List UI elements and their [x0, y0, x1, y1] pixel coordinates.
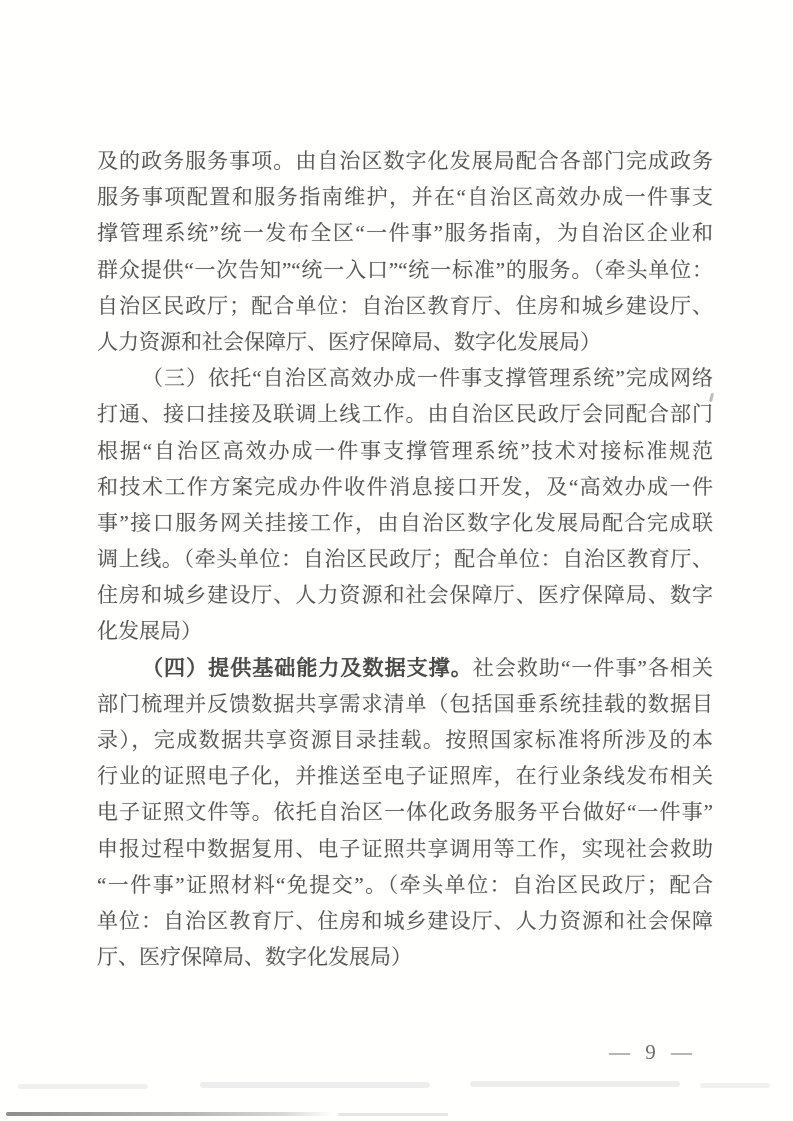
scan-artifact-streak	[470, 1081, 680, 1087]
document-body	[97, 143, 713, 975]
text-segment: 录），完成数据共享资源目录挂载。按照国家标准将所涉及的本	[97, 728, 713, 752]
paragraph-item-three	[97, 360, 713, 650]
text-segment: 和技术工作方案完成办件收件消息接口开发，及“高效办成一件	[97, 474, 713, 499]
text-line	[97, 903, 713, 939]
page-number: — 9 —	[609, 1040, 697, 1064]
scan-artifact-streak	[200, 1082, 430, 1088]
text-segment: 事”接口服务网关挂接工作，由自治区数字化发展局配合完成联	[97, 510, 713, 535]
text-segment: 服务事项配置和服务指南维护，并在“自治区高效办成一件事支	[97, 185, 713, 210]
text-segment: 行业的证照电子化，并推送至电子证照库，在行业条线发布相关	[97, 764, 713, 789]
text-line	[97, 939, 713, 975]
text-segment: 群众提供“一次告知”“统一入口”“统一标准”的服务。（牵头单位：	[97, 257, 713, 282]
text-line	[97, 469, 713, 505]
text-segment: 化发展局）	[97, 619, 202, 644]
text-line	[97, 831, 713, 867]
text-line	[97, 433, 713, 469]
text-line	[97, 686, 713, 722]
text-line	[97, 577, 713, 613]
scan-artifact-bottom-line-faint	[338, 1113, 448, 1116]
text-segment: 部门梳理并反馈数据共享需求清单（包括国垂系统挂载的数据目	[97, 691, 713, 716]
text-segment: 申报过程中数据复用、电子证照共享调用等工作，实现社会救助	[97, 836, 713, 861]
text-segment: 人力资源和社会保障厅、医疗保障局、数字化发展局）	[97, 329, 601, 354]
text-line	[97, 360, 713, 396]
scan-artifact-bottom-line	[6, 1112, 332, 1116]
text-line	[97, 179, 713, 215]
text-segment: 厅、医疗保障局、数字化发展局）	[97, 945, 412, 970]
text-line	[97, 288, 713, 324]
scan-artifact-streak	[18, 1084, 148, 1089]
text-line	[97, 867, 713, 903]
paragraph-item-four	[97, 650, 713, 976]
text-segment: 根据“自治区高效办成一件事支撑管理系统”技术对接标准规范	[97, 438, 713, 463]
text-segment: 社会救助“一件事”各相关	[472, 655, 713, 680]
text-line	[97, 650, 713, 686]
text-line	[97, 396, 713, 432]
text-line	[97, 541, 713, 577]
text-line	[97, 215, 713, 251]
text-segment: 电子证照文件等。依托自治区一体化政务服务平台做好“一件事”	[97, 800, 713, 825]
text-segment: 单位：自治区教育厅、住房和城乡建设厅、人力资源和社会保障	[97, 908, 713, 933]
text-segment: （三）依托“自治区高效办成一件事支撑管理系统”完成网络	[142, 366, 713, 391]
text-line	[97, 505, 713, 541]
text-segment: 及的政务服务事项。由自治区数字化发展局配合各部门完成政务	[97, 149, 713, 173]
scan-artifact-streak	[700, 1083, 770, 1088]
text-segment: “一件事”证照材料“免提交”。（牵头单位：自治区民政厅；配合	[97, 872, 713, 897]
bold-text-segment: （四）提供基础能力及数据支撑。	[142, 655, 473, 680]
text-segment: 自治区民政厅；配合单位：自治区教育厅、住房和城乡建设厅、	[97, 293, 713, 318]
text-line	[97, 758, 713, 794]
text-line	[97, 722, 713, 758]
text-line	[97, 794, 713, 830]
text-line	[97, 613, 713, 649]
paragraph-continuation	[97, 143, 713, 360]
text-line	[97, 143, 713, 179]
text-line	[97, 252, 713, 288]
text-segment: 撑管理系统”统一发布全区“一件事”服务指南，为自治区企业和	[97, 221, 713, 246]
text-segment: 住房和城乡建设厅、人力资源和社会保障厅、医疗保障局、数字	[97, 583, 713, 608]
text-segment: 调上线。（牵头单位：自治区民政厅；配合单位：自治区教育厅、	[97, 547, 713, 572]
text-line	[97, 324, 713, 360]
text-segment: 打通、接口挂接及联调上线工作。由自治区民政厅会同配合部门	[97, 402, 713, 427]
scan-artifact-stray-mark	[709, 393, 714, 402]
